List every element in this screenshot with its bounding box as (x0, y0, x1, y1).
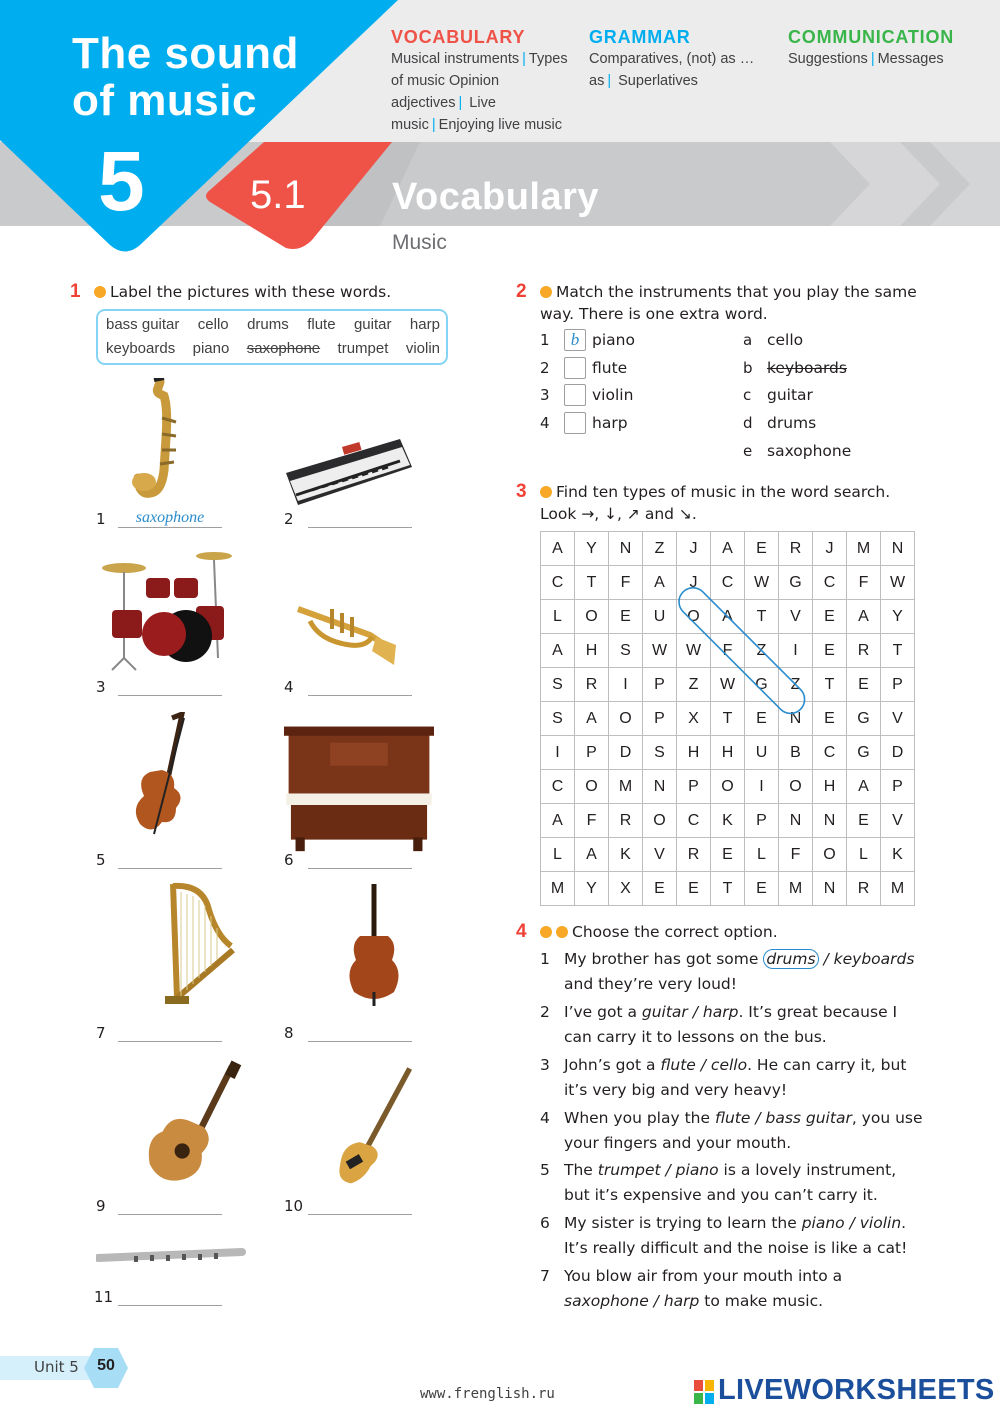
option-word: guitar (767, 386, 813, 404)
item-number: 4 (540, 1109, 550, 1127)
option-a[interactable]: trumpet (597, 1161, 661, 1179)
grid-cell[interactable]: J (813, 532, 847, 566)
grid-cell[interactable]: I (541, 736, 575, 770)
option-letter: b (743, 359, 753, 377)
grid-cell[interactable]: W (677, 634, 711, 668)
option-b[interactable]: harp (663, 1292, 700, 1310)
item-number: 3 (540, 386, 550, 404)
saxophone-icon (98, 378, 248, 508)
grid-cell[interactable]: F (575, 804, 609, 838)
grid-cell[interactable]: O (779, 770, 813, 804)
answer-box[interactable] (564, 357, 586, 379)
grid-cell[interactable]: S (541, 702, 575, 736)
grid-cell[interactable]: P (745, 804, 779, 838)
unit-title: The sound of music (72, 29, 299, 125)
grid-cell[interactable]: L (847, 838, 881, 872)
grid-cell[interactable]: M (881, 872, 915, 906)
word-option: harp (409, 316, 440, 333)
option-b[interactable]: harp (702, 1003, 739, 1021)
grid-cell[interactable]: E (711, 838, 745, 872)
communication-heading: COMMUNICATION (788, 27, 955, 47)
sentence-text: My sister is trying to learn the piano / violin. It’s really difficult and the noise is like a cat! (564, 1214, 908, 1257)
answer-field[interactable] (308, 1195, 412, 1215)
lesson-subtitle: Music (392, 231, 447, 254)
answer-field[interactable] (118, 676, 222, 696)
grid-cell[interactable]: Y (881, 600, 915, 634)
sentence-text: My brother has got some drums / keyboards and they’re very loud! (564, 950, 915, 993)
grid-cell[interactable]: E (643, 872, 677, 906)
grid-cell[interactable]: K (711, 804, 745, 838)
item-number: 7 (540, 1267, 550, 1285)
grid-cell[interactable]: C (711, 566, 745, 600)
option-a[interactable]: piano (801, 1214, 845, 1232)
level-dot (94, 286, 106, 298)
flute-icon (96, 1240, 246, 1280)
grid-cell[interactable]: A (643, 566, 677, 600)
lesson-number: 5.1 (250, 173, 306, 217)
item-number: 5 (540, 1161, 550, 1179)
ex1-instruction: Label the pictures with these words. (94, 281, 391, 303)
answer-box[interactable] (564, 384, 586, 406)
grid-cell[interactable]: K (609, 838, 643, 872)
grid-cell[interactable]: M (779, 872, 813, 906)
grid-cell[interactable]: E (745, 532, 779, 566)
communication-topics: Suggestions | Messages (788, 51, 944, 67)
word-option: trumpet (337, 340, 389, 357)
grid-cell[interactable]: E (813, 634, 847, 668)
item-number: 2 (540, 1003, 550, 1021)
level-dot (540, 286, 552, 298)
violin-icon (100, 712, 250, 842)
grid-cell[interactable]: H (813, 770, 847, 804)
grid-cell[interactable]: A (541, 804, 575, 838)
page-number: 50 (97, 1357, 115, 1374)
grid-cell[interactable]: S (541, 668, 575, 702)
option-a[interactable]: flute (660, 1056, 696, 1074)
grid-cell[interactable]: E (745, 702, 779, 736)
answer-box[interactable]: b (564, 329, 586, 351)
ex2-number: 2 (516, 281, 527, 302)
item-number: 4 (284, 678, 294, 696)
item-number: 2 (540, 359, 550, 377)
ex3-number: 3 (516, 481, 527, 502)
answer-field[interactable] (118, 1286, 222, 1306)
grid-cell[interactable]: A (541, 532, 575, 566)
word-option: cello (197, 316, 229, 333)
option-word-used: keyboards (767, 359, 847, 377)
bass-guitar-icon (300, 1062, 450, 1192)
grid-cell[interactable]: G (847, 736, 881, 770)
grid-cell[interactable]: H (711, 736, 745, 770)
grid-cell[interactable]: J (677, 566, 711, 600)
cello-icon (300, 880, 450, 1010)
grid-cell[interactable]: O (575, 600, 609, 634)
grid-cell[interactable]: S (609, 634, 643, 668)
answer-field[interactable] (308, 1022, 412, 1042)
grid-cell[interactable]: C (813, 566, 847, 600)
grid-cell[interactable]: E (609, 600, 643, 634)
word-box (96, 309, 448, 365)
grid-cell[interactable]: O (609, 702, 643, 736)
ex3-instruction: Find ten types of music in the word search. Look →, ↓, ↗ and ↘. (540, 483, 891, 523)
grid-cell[interactable]: E (813, 702, 847, 736)
grid-cell[interactable]: V (643, 838, 677, 872)
item-number: 6 (284, 851, 294, 869)
grid-cell[interactable]: E (745, 872, 779, 906)
liveworksheets-logo-icon (694, 1380, 714, 1404)
grid-cell[interactable]: R (847, 634, 881, 668)
item-number: 2 (284, 510, 294, 528)
grid-cell[interactable]: N (813, 872, 847, 906)
vocabulary-topics: Musical instruments | Types of music Opinion adjectives | Live music | Enjoying live music (391, 51, 568, 133)
word-option: guitar (353, 316, 392, 333)
grid-cell[interactable]: N (813, 804, 847, 838)
level-dot (540, 486, 552, 498)
grid-cell[interactable]: F (779, 838, 813, 872)
grid-cell[interactable]: H (575, 634, 609, 668)
grid-cell[interactable]: P (643, 668, 677, 702)
answer-field[interactable]: saxophone (118, 508, 222, 528)
grammar-heading: GRAMMAR (589, 27, 691, 47)
grid-cell[interactable]: Z (643, 532, 677, 566)
watermark: www.frenglish.ru (420, 1386, 555, 1402)
grid-cell[interactable]: X (609, 872, 643, 906)
grid-cell[interactable]: L (541, 838, 575, 872)
sentence-text: I’ve got a guitar / harp. It’s great because I can carry it to lessons on the bus. (564, 1003, 898, 1046)
grid-cell[interactable]: P (881, 770, 915, 804)
grid-cell[interactable]: U (643, 600, 677, 634)
word-option-used: saxophone (246, 340, 321, 357)
word-option: violin (405, 340, 440, 357)
drum-kit-icon (94, 548, 244, 678)
instrument-word: flute (592, 359, 628, 377)
grid-cell[interactable]: K (881, 838, 915, 872)
item-number: 3 (540, 1056, 550, 1074)
grid-cell[interactable]: R (609, 804, 643, 838)
grid-cell[interactable]: N (609, 532, 643, 566)
harp-icon (118, 880, 268, 1010)
grid-cell[interactable]: W (881, 566, 915, 600)
level-dot (540, 926, 552, 938)
grid-cell[interactable]: N (779, 804, 813, 838)
grid-cell[interactable]: I (745, 770, 779, 804)
grid-cell[interactable]: O (711, 770, 745, 804)
instrument-word: harp (592, 414, 628, 432)
grid-cell[interactable]: I (779, 634, 813, 668)
option-b[interactable]: bass guitar (765, 1109, 852, 1127)
piano-icon (284, 725, 434, 855)
grid-cell[interactable]: X (677, 702, 711, 736)
answer-field[interactable] (118, 1022, 222, 1042)
grid-cell[interactable]: E (677, 872, 711, 906)
grid-cell[interactable]: G (779, 566, 813, 600)
grid-cell[interactable]: E (847, 804, 881, 838)
instrument-word: piano (592, 331, 635, 349)
ex4-instruction: Choose the correct option. (540, 921, 778, 943)
ex1-number: 1 (70, 281, 81, 302)
grid-cell[interactable]: O (813, 838, 847, 872)
answer-field[interactable] (308, 849, 412, 869)
option-letter: a (743, 331, 753, 349)
level-dot (556, 926, 568, 938)
grid-cell[interactable]: A (847, 600, 881, 634)
grid-cell[interactable]: N (643, 770, 677, 804)
grid-cell[interactable]: C (541, 770, 575, 804)
item-number: 5 (96, 851, 106, 869)
grid-cell[interactable]: W (711, 668, 745, 702)
grammar-topics: Comparatives, (not) as … as | Superlatives (589, 51, 755, 89)
grid-cell[interactable]: F (711, 634, 745, 668)
vocabulary-heading: VOCABULARY (391, 27, 526, 47)
option-a[interactable]: drums (763, 949, 818, 969)
grid-cell[interactable]: P (575, 736, 609, 770)
grid-cell[interactable]: W (745, 566, 779, 600)
grid-cell[interactable]: Z (677, 668, 711, 702)
item-number: 8 (284, 1024, 294, 1042)
answer-field[interactable] (308, 508, 412, 528)
sentence-text: You blow air from your mouth into a saxophone / harp to make music. (564, 1267, 843, 1310)
grid-cell[interactable]: L (745, 838, 779, 872)
grid-cell[interactable]: T (575, 566, 609, 600)
option-word: drums (767, 414, 817, 432)
answer-field[interactable] (118, 1195, 222, 1215)
footer-unit: Unit 5 (34, 1358, 79, 1376)
item-number: 3 (96, 678, 106, 696)
lesson-title: Vocabulary (392, 176, 600, 218)
option-b[interactable]: piano (675, 1161, 719, 1179)
item-number: 7 (96, 1024, 106, 1042)
grid-cell[interactable]: H (677, 736, 711, 770)
grid-cell[interactable]: N (779, 702, 813, 736)
grid-cell[interactable]: E (847, 668, 881, 702)
grid-cell[interactable]: A (711, 532, 745, 566)
item-number: 1 (540, 950, 550, 968)
grid-cell[interactable]: I (609, 668, 643, 702)
grid-cell[interactable]: V (779, 600, 813, 634)
grid-cell[interactable]: T (881, 634, 915, 668)
grid-cell[interactable]: S (643, 736, 677, 770)
grid-cell[interactable]: T (711, 872, 745, 906)
option-a[interactable]: guitar (641, 1003, 688, 1021)
grid-cell[interactable]: O (575, 770, 609, 804)
answer-field[interactable] (308, 676, 412, 696)
answer-box[interactable] (564, 412, 586, 434)
item-number: 1 (540, 331, 550, 349)
word-option: piano (192, 340, 230, 357)
grid-cell[interactable]: C (677, 804, 711, 838)
grid-cell[interactable]: Z (745, 634, 779, 668)
grid-cell[interactable]: A (541, 634, 575, 668)
grid-cell[interactable]: R (847, 872, 881, 906)
grid-cell[interactable]: P (677, 770, 711, 804)
grid-cell[interactable]: U (745, 736, 779, 770)
ex4-number: 4 (516, 921, 527, 942)
option-b[interactable]: cello (710, 1056, 748, 1074)
grid-cell[interactable]: G (745, 668, 779, 702)
liveworksheets-brand[interactable]: LIVEWORKSHEETS (718, 1374, 995, 1406)
word-option: drums (247, 316, 289, 333)
item-number: 11 (94, 1288, 114, 1306)
word-option: flute (307, 316, 336, 333)
option-word: cello (767, 331, 804, 349)
word-option: bass guitar (106, 316, 180, 333)
grid-cell[interactable]: F (609, 566, 643, 600)
grid-cell[interactable]: Z (779, 668, 813, 702)
answer-field[interactable] (118, 849, 222, 869)
grid-cell[interactable]: O (643, 804, 677, 838)
grid-cell[interactable]: N (881, 532, 915, 566)
grid-cell[interactable]: Y (575, 872, 609, 906)
guitar-icon (118, 1060, 268, 1190)
option-letter: d (743, 414, 753, 432)
grid-cell[interactable]: A (847, 770, 881, 804)
grid-cell[interactable]: T (745, 600, 779, 634)
grid-cell[interactable]: D (609, 736, 643, 770)
unit-number: 5 (98, 134, 145, 228)
grid-cell[interactable]: A (711, 600, 745, 634)
grid-cell[interactable]: D (881, 736, 915, 770)
word-search-grid[interactable] (540, 531, 915, 906)
option-a[interactable]: saxophone (564, 1292, 649, 1310)
item-number: 1 (96, 510, 106, 528)
grid-cell[interactable]: J (677, 532, 711, 566)
grid-cell[interactable]: V (881, 804, 915, 838)
grid-cell[interactable]: E (813, 600, 847, 634)
grid-cell[interactable]: T (711, 702, 745, 736)
grid-cell[interactable]: M (847, 532, 881, 566)
grid-cell[interactable]: A (575, 702, 609, 736)
ex2-instruction: Match the instruments that you play the same way. There is one extra word. (540, 283, 917, 323)
grid-cell[interactable]: L (541, 600, 575, 634)
grid-cell[interactable]: V (881, 702, 915, 736)
grid-cell[interactable]: A (575, 838, 609, 872)
grid-cell[interactable]: P (881, 668, 915, 702)
item-number: 4 (540, 414, 550, 432)
option-word: saxophone (767, 442, 852, 460)
sentence-text: John’s got a flute / cello. He can carry it, but it’s very big and very heavy! (564, 1056, 907, 1099)
grid-cell[interactable]: T (813, 668, 847, 702)
grid-cell[interactable]: R (779, 532, 813, 566)
grid-cell[interactable]: P (643, 702, 677, 736)
sentence-text: When you play the flute / bass guitar, you use your fingers and your mouth. (564, 1109, 923, 1152)
grid-cell[interactable]: C (541, 566, 575, 600)
grid-cell[interactable]: O (677, 600, 711, 634)
word-option: keyboards (106, 340, 176, 357)
grid-cell[interactable]: G (847, 702, 881, 736)
grid-cell[interactable]: R (677, 838, 711, 872)
item-number: 9 (96, 1197, 106, 1215)
option-letter: c (743, 386, 752, 404)
grid-cell[interactable]: Y (575, 532, 609, 566)
instrument-word: violin (592, 386, 634, 404)
grid-cell[interactable]: M (609, 770, 643, 804)
grid-cell[interactable]: R (575, 668, 609, 702)
grid-cell[interactable]: F (847, 566, 881, 600)
option-b[interactable]: violin (859, 1214, 902, 1232)
option-b[interactable]: keyboards (833, 950, 915, 968)
item-number: 6 (540, 1214, 550, 1232)
option-letter: e (743, 442, 753, 460)
grid-cell[interactable]: C (813, 736, 847, 770)
option-a[interactable]: flute (714, 1109, 751, 1127)
item-number: 10 (284, 1197, 304, 1215)
sentence-text: The trumpet / piano is a lovely instrument, but it’s expensive and you can’t carry it. (564, 1161, 897, 1204)
grid-cell[interactable]: B (779, 736, 813, 770)
grid-cell[interactable]: W (643, 634, 677, 668)
grid-cell[interactable]: M (541, 872, 575, 906)
